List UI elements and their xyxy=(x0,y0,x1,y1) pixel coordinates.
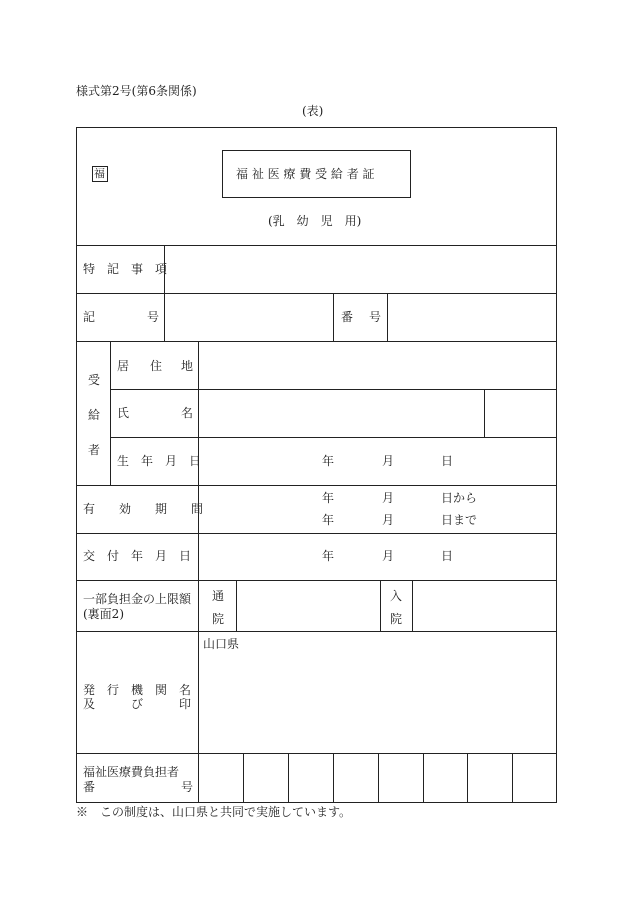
rule xyxy=(380,580,381,631)
rule xyxy=(236,580,237,631)
rule xyxy=(76,631,557,632)
digit-divider xyxy=(512,753,513,803)
label-address-1: 居 xyxy=(117,359,130,373)
label-copay-limit: 一部負担金の上限額 xyxy=(83,592,192,606)
label-inpatient-1: 入 xyxy=(390,589,403,603)
label-name-2: 名 xyxy=(181,406,194,420)
fuku-mark-text: 福 xyxy=(94,167,105,180)
certificate-subtitle: (乳 幼 児 用) xyxy=(268,214,362,228)
valid-until-day-unit: 日まで xyxy=(441,513,478,527)
valid-from-year-unit: 年 xyxy=(322,491,335,505)
label-issuer-1: 発 行 機 関 名 xyxy=(83,683,192,697)
label-number-1: 番 xyxy=(341,310,354,324)
rule xyxy=(387,293,388,341)
rule xyxy=(76,753,557,754)
rule xyxy=(76,580,557,581)
rule xyxy=(76,293,557,294)
rule xyxy=(76,485,557,486)
label-issuer-2: 及 び 印 xyxy=(83,697,192,711)
issue-day-unit: 日 xyxy=(441,549,454,563)
digit-divider xyxy=(243,753,244,803)
rule xyxy=(110,437,557,438)
form-number: 様式第2号(第6条関係) xyxy=(76,84,197,98)
valid-until-month-unit: 月 xyxy=(382,513,395,527)
label-number-2: 号 xyxy=(369,310,382,324)
label-recipient-1: 受 xyxy=(88,373,101,387)
birth-day-unit: 日 xyxy=(441,454,454,468)
label-payer-number-2: 番 xyxy=(83,780,96,794)
label-payer-number-3: 号 xyxy=(181,780,194,794)
certificate-title: 福 祉 医 療 費 受 給 者 証 xyxy=(236,167,375,181)
label-special-notes: 特 記 事 項 xyxy=(83,262,168,276)
label-validity: 有 効 期 間 xyxy=(83,502,204,516)
rule xyxy=(110,341,111,485)
rule xyxy=(164,245,165,341)
label-name-1: 氏 xyxy=(117,406,130,420)
valid-from-day-unit: 日から xyxy=(441,491,478,505)
rule xyxy=(76,533,557,534)
label-copay-limit-note: (裏面2) xyxy=(83,607,124,621)
rule xyxy=(412,580,413,631)
label-address-3: 地 xyxy=(181,359,194,373)
label-symbol-1: 記 xyxy=(83,310,96,324)
rule xyxy=(333,293,334,341)
birth-year-unit: 年 xyxy=(322,454,335,468)
valid-until-year-unit: 年 xyxy=(322,513,335,527)
label-recipient-2: 給 xyxy=(88,408,101,422)
digit-divider xyxy=(288,753,289,803)
digit-divider xyxy=(423,753,424,803)
label-payer-number: 福祉医療費負担者 xyxy=(83,765,180,779)
label-inpatient-2: 院 xyxy=(390,612,403,626)
label-outpatient-2: 院 xyxy=(212,612,225,626)
digit-divider xyxy=(333,753,334,803)
label-birth-date: 生 年 月 日 xyxy=(117,454,202,468)
rule xyxy=(76,341,557,342)
issue-month-unit: 月 xyxy=(382,549,395,563)
digit-divider xyxy=(378,753,379,803)
digit-divider xyxy=(467,753,468,803)
issuer-value: 山口県 xyxy=(203,637,240,651)
valid-from-month-unit: 月 xyxy=(382,491,395,505)
label-outpatient-1: 通 xyxy=(212,589,225,603)
rule xyxy=(198,341,199,803)
footer-note: ※ この制度は、山口県と共同で実施しています。 xyxy=(76,805,352,819)
label-address-2: 住 xyxy=(150,359,163,373)
rule xyxy=(76,245,557,246)
rule xyxy=(484,389,485,437)
side-label: (表) xyxy=(302,104,324,118)
rule xyxy=(110,389,557,390)
issue-year-unit: 年 xyxy=(322,549,335,563)
label-symbol-2: 号 xyxy=(147,310,160,324)
label-recipient-3: 者 xyxy=(88,443,101,457)
birth-month-unit: 月 xyxy=(382,454,395,468)
label-issue-date: 交 付 年 月 日 xyxy=(83,549,192,563)
